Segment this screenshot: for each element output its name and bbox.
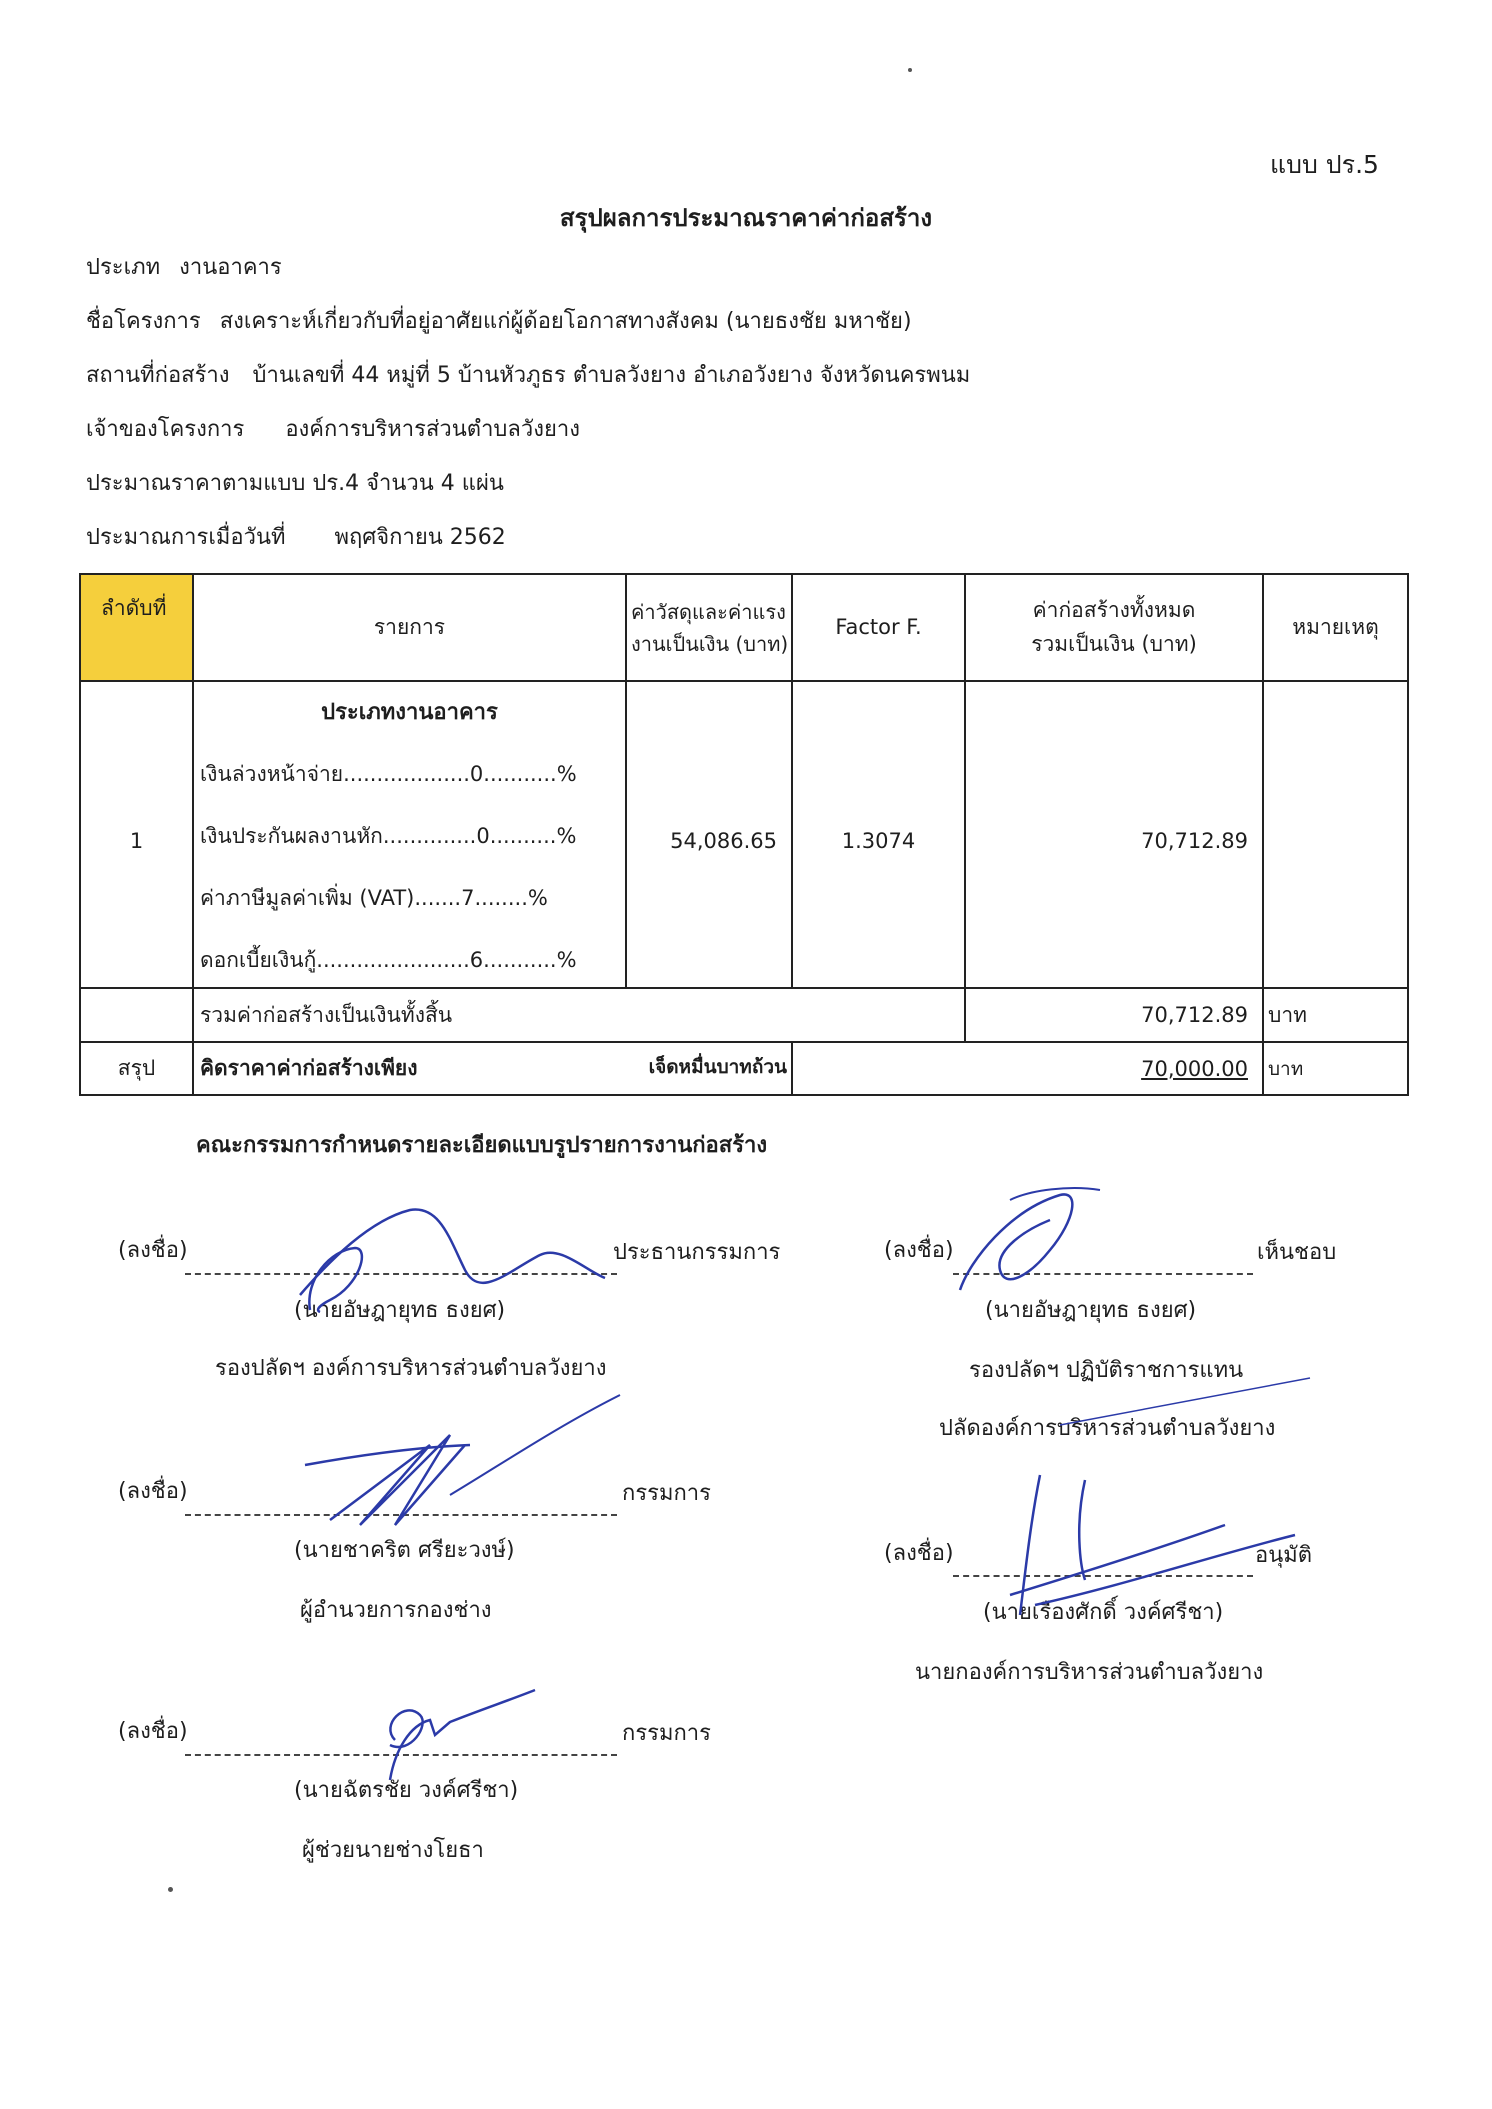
signature-4-label: (ลงชื่อ): [884, 1238, 954, 1263]
row-item-line: ดอกเบี้ยเงินกู้.......................6...........%: [200, 948, 577, 972]
sum-value: 70,712.89: [965, 988, 1263, 1042]
header-total: [965, 574, 1263, 681]
info-project-value: สงเคราะห์เกี่ยวกับที่อยู่อาศัยแก่ผู้ด้อยโอกาสทางสังคม (นายธงชัย มหาชัย): [219, 309, 912, 334]
signature-1-position: รองปลัดฯ องค์การบริหารส่วนตำบลวังยาง: [215, 1356, 607, 1381]
signature-2-name: (นายชาคริต ศรียะวงษ์): [294, 1538, 515, 1563]
row-item: [193, 681, 626, 988]
document-title: สรุปผลการประมาณราคาค่าก่อสร้าง: [559, 204, 933, 232]
row-item-title: ประเภทงานอาคาร: [321, 700, 498, 725]
header-total-line2: รวมเป็นเงิน (บาท): [1031, 631, 1197, 656]
signature-5-role: อนุมัติ: [1255, 1543, 1313, 1568]
signature-2-label: (ลงชื่อ): [118, 1479, 188, 1504]
signature-5-name: (นายเรืองศักดิ์ วงค์ศรีชา): [983, 1600, 1224, 1625]
conclusion-words: เจ็ดหมื่นบาทถ้วน: [648, 1056, 787, 1078]
signature-3-name: (นายฉัตรชัย วงค์ศรีชา): [294, 1778, 519, 1803]
row-no: 1: [80, 681, 193, 988]
table-header-row: [80, 574, 1408, 681]
info-type: [86, 249, 282, 284]
scan-speck: [168, 1887, 173, 1892]
signature-4-role: เห็นชอบ: [1257, 1240, 1337, 1265]
row-factor: 1.3074: [792, 681, 965, 988]
table-row: [80, 681, 1408, 988]
info-site-label: สถานที่ก่อสร้าง: [86, 363, 230, 388]
info-type-label: ประเภท: [86, 255, 161, 280]
signature-5-label: (ลงชื่อ): [884, 1541, 954, 1566]
row-item-line: เงินประกันผลงานหัก..............0..........%: [200, 824, 577, 848]
info-date: [86, 519, 506, 554]
row-item-line: ค่าภาษีมูลค่าเพิ่ม (VAT).......7........%: [200, 886, 548, 910]
row-remark: [1263, 681, 1408, 988]
conclusion-empty: [792, 1042, 1263, 1095]
header-no: ลำดับที่: [80, 574, 193, 681]
info-project: [86, 303, 912, 338]
header-factor: Factor F.: [792, 574, 965, 681]
signature-4-position-line2: ปลัดองค์การบริหารส่วนตำบลวังยาง: [939, 1416, 1276, 1441]
signature-4-handwritten: [950, 1180, 1270, 1310]
info-owner-label: เจ้าของโครงการ: [86, 417, 245, 442]
header-total-line1: ค่าก่อสร้างทั้งหมด: [1032, 597, 1196, 622]
header-remark: หมายเหตุ: [1263, 574, 1408, 681]
committee-title: คณะกรรมการกำหนดรายละเอียดแบบรูปรายการงานก่อสร้าง: [196, 1133, 768, 1158]
header-material-line1: ค่าวัสดุและค่าแรง: [631, 599, 786, 624]
sum-label: รวมค่าก่อสร้างเป็นเงินทั้งสิ้น: [193, 988, 965, 1042]
signature-4-position-line1: รองปลัดฯ ปฏิบัติราชการแทน: [969, 1358, 1244, 1383]
info-project-label: ชื่อโครงการ: [86, 309, 201, 334]
row-material: 54,086.65: [626, 681, 792, 988]
sum-row: [80, 988, 1408, 1042]
signature-5-handwritten: [995, 1465, 1305, 1625]
sum-unit: บาท: [1263, 988, 1408, 1042]
header-item: รายการ: [193, 574, 626, 681]
info-site-value: บ้านเลขที่ 44 หมู่ที่ 5 บ้านหัวภูธร ตำบลวังยาง อำเภอวังยาง จังหวัดนครพนม: [252, 363, 971, 388]
conclusion-cell: [193, 1042, 792, 1095]
scan-speck: [908, 68, 912, 72]
conclusion-row: [80, 1042, 1408, 1095]
signature-4-extra-stroke: [1040, 1370, 1320, 1440]
form-code: แบบ ปร.5: [1270, 150, 1379, 179]
info-estimate-form: ประมาณราคาตามแบบ ปร.4 จำนวน 4 แผ่น: [86, 471, 504, 496]
signature-5-position: นายกองค์การบริหารส่วนตำบลวังยาง: [915, 1660, 1264, 1685]
signature-3-handwritten: [350, 1680, 540, 1790]
conclusion-text: คิดราคาค่าก่อสร้างเพียง: [200, 1056, 418, 1080]
signature-2-handwritten: [300, 1385, 630, 1530]
signature-2-position: ผู้อำนวยการกองช่าง: [300, 1598, 492, 1623]
conclusion-unit: บาท: [1263, 1042, 1408, 1095]
header-material-line2: งานเป็นเงิน (บาท): [631, 631, 789, 656]
signature-2-role: กรรมการ: [622, 1481, 711, 1506]
row-item-line: เงินล่วงหน้าจ่าย...................0...........%: [200, 762, 577, 786]
conclusion-label: สรุป: [80, 1042, 193, 1095]
signature-3-role: กรรมการ: [622, 1721, 711, 1746]
info-type-value: งานอาคาร: [179, 255, 282, 280]
header-material: [626, 574, 792, 681]
info-date-label: ประมาณการเมื่อวันที่: [86, 525, 286, 550]
signature-1-name: (นายอัษฎายุทธ ธงยศ): [294, 1298, 506, 1323]
signature-1-role: ประธานกรรมการ: [613, 1240, 781, 1265]
signature-1-handwritten: [290, 1200, 610, 1320]
info-site: [86, 357, 970, 392]
signature-3-position: ผู้ช่วยนายช่างโยธา: [302, 1838, 484, 1863]
info-date-value: พฤศจิกายน 2562: [334, 525, 506, 550]
info-owner-value: องค์การบริหารส่วนตำบลวังยาง: [285, 417, 580, 442]
row-total: 70,712.89: [965, 681, 1263, 988]
sum-empty-cell: [80, 988, 193, 1042]
signature-3-label: (ลงชื่อ): [118, 1719, 188, 1744]
signature-1-label: (ลงชื่อ): [118, 1238, 188, 1263]
info-owner: [86, 411, 580, 446]
conclusion-value: 70,000.00: [1141, 1056, 1248, 1081]
estimate-table: [79, 573, 1409, 1096]
signature-4-name: (นายอัษฎายุทธ ธงยศ): [985, 1298, 1197, 1323]
